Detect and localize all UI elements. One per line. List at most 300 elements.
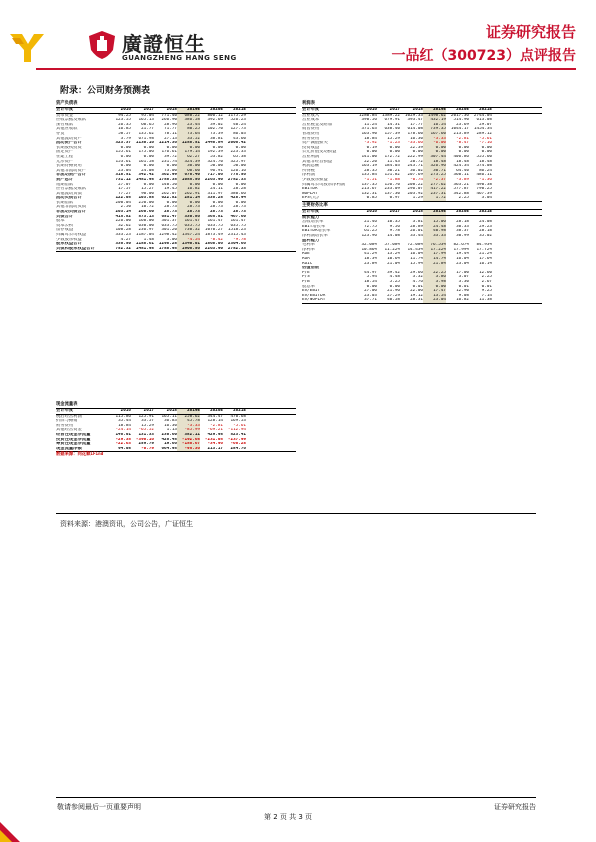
cell-value: 203.14 [115, 210, 131, 215]
cell-value: 28.73 [164, 210, 177, 215]
cell-value: 151.82 [384, 173, 400, 178]
cell-value: 311.97 [207, 191, 223, 196]
cell-value: 1498.62 [423, 114, 446, 119]
cell-value: 15.06 [423, 220, 446, 225]
year-header: 2020E [456, 210, 469, 214]
cell-value: 0.00 [412, 150, 423, 155]
year-header: 2017 [389, 210, 400, 214]
cell-value: 2315.43 [227, 233, 246, 238]
cell-value: -3.33 [177, 424, 200, 429]
cell-value: 1518.23 [227, 228, 246, 233]
cell-value: 86.03 [233, 131, 246, 136]
cell-value: 0.00 [235, 145, 246, 150]
cell-value: 1906.56 [177, 247, 200, 252]
cell-value: 330.86 [177, 215, 200, 220]
cell-value: 203.92 [407, 191, 423, 196]
cell-value: 39.02 [210, 122, 223, 127]
cell-value: 386.58 [177, 118, 200, 123]
cell-value: 0.00 [366, 150, 377, 155]
cell-value: 0.01 [458, 284, 469, 289]
cell-value: 13.2% [387, 252, 400, 257]
cell-value: -0.74 [410, 177, 423, 182]
cell-value: 380.66 [230, 191, 246, 196]
table-header-row [56, 107, 296, 114]
cell-value: 17.72% [476, 247, 492, 252]
cell-value: 638.40 [384, 127, 400, 132]
row-label: 少数股东权益 [56, 237, 82, 242]
row-label: 财务费用 [56, 423, 74, 428]
cell-value: 24.11 [210, 187, 223, 192]
cell-value: 16.54 [423, 123, 446, 128]
cell-value: 3.32 [412, 275, 423, 280]
cell-value: 1175.29 [227, 113, 246, 118]
cell-value: 680.22 [177, 114, 200, 119]
cell-value: -186.67 [177, 442, 200, 447]
row-label: 税后经营利润 [56, 414, 82, 419]
cell-value: 2.25 [481, 275, 492, 280]
cell-value: 0.19 [366, 145, 377, 150]
cell-value: 0.00 [212, 200, 223, 205]
cell-value: 0.00 [481, 145, 492, 150]
cell-value: 28.96 [164, 122, 177, 127]
cell-value: 71.77 [164, 127, 177, 132]
row-label: 投资性现金净流量 [56, 437, 91, 442]
row-label: 归属母公司股东净利润 [302, 182, 345, 187]
page-number: 第 2 页 共 3 页 [264, 813, 313, 821]
year-header: 2020E [210, 409, 223, 413]
cell-value: 32.08% [361, 243, 377, 248]
cell-value: 226.00 [115, 219, 131, 224]
cell-value: 179.14 [177, 150, 200, 155]
cell-value: 277.62 [423, 183, 446, 188]
cell-value: 1389.22 [381, 113, 400, 118]
cell-value: 18.84 [364, 136, 377, 141]
cell-value: 35.02 [479, 233, 492, 238]
cell-value: 22.20 [364, 159, 377, 164]
cell-value: 43.60 [233, 136, 246, 141]
cell-value: 141.00 [361, 154, 377, 159]
header-divider [36, 68, 576, 70]
cell-value: 426.45 [161, 437, 177, 442]
cell-value: 2782.33 [227, 246, 246, 251]
cell-value: 1340.01 [177, 242, 200, 247]
cell-value: 19.4% [456, 252, 469, 257]
cell-value: 86.24 [479, 168, 492, 173]
row-label: 所得税 [302, 168, 315, 173]
cell-value: 0.85 [366, 196, 377, 201]
cell-value: 23.0% [456, 261, 469, 266]
row-label: 资产总计 [56, 177, 74, 182]
row-label: 营业成本 [302, 118, 320, 123]
cell-value: 27.29 [387, 293, 400, 298]
cell-value: 19.66 [164, 442, 177, 447]
row-label: 净利率 [302, 247, 315, 252]
cell-value: 28.18 [479, 229, 492, 234]
year-header: 2016 [120, 409, 131, 413]
cell-value: 0.00 [366, 284, 377, 289]
row-label: 货币资金 [56, 113, 74, 118]
cell-value: -4.54 [177, 238, 200, 243]
cell-value: 731.12 [115, 177, 131, 182]
cell-value: 2.25 [458, 196, 469, 201]
cell-value: 18.3% [364, 256, 377, 261]
row-label: 预付账款 [56, 122, 74, 127]
cell-value: 0.00 [423, 150, 446, 155]
year-header: 2016 [366, 108, 377, 112]
year-header: 2020E [210, 108, 223, 112]
year-header: 2018 [412, 108, 423, 112]
cell-value: 4.27 [120, 237, 131, 242]
cell-value: 1481.98 [135, 177, 154, 182]
year-header: 2018 [166, 108, 177, 112]
row-label: NOPLAT [302, 191, 318, 196]
cell-value: 0.00 [143, 154, 154, 159]
cell-value: 486.11 [476, 173, 492, 178]
cell-value: 1.29 [412, 196, 423, 201]
cell-value: 192.39 [207, 150, 223, 155]
cell-value: -95.36 [177, 447, 200, 452]
cell-value: 1.13 [166, 428, 177, 433]
cell-value: 223.33 [230, 150, 246, 155]
cell-value: -5.61 [233, 423, 246, 428]
cell-value: 50.00 [210, 164, 223, 169]
cell-value: 415.82 [115, 214, 131, 219]
cell-value: 213.17 [207, 446, 223, 451]
cell-value: 157.39 [384, 131, 400, 136]
cell-value: 432.19 [423, 118, 446, 123]
cell-value: 37.71 [364, 298, 377, 303]
cell-value: 123.96 [361, 233, 377, 238]
cell-value: 161.58 [138, 159, 154, 164]
cell-value: 633.75 [161, 223, 177, 228]
cell-value: 26.01 [410, 229, 423, 234]
cell-value: 514.90 [453, 118, 469, 123]
cell-value: 28.73 [164, 205, 177, 210]
source-divider [56, 513, 536, 514]
cell-value: 21.77 [141, 127, 154, 132]
cell-value: 73.00 [164, 168, 177, 173]
row-label: 股息率 [302, 284, 315, 289]
cell-value: 0.00 [423, 146, 446, 151]
cell-value: -69.21 [207, 428, 223, 433]
cell-value: 125.91 [138, 414, 154, 419]
row-label: 固定资产 [56, 150, 74, 155]
cell-value: -8.42 [210, 237, 223, 242]
cell-value: 28.73 [177, 205, 200, 210]
cell-value: 775.56 [230, 173, 246, 178]
cell-value: 1347.24 [177, 233, 200, 238]
cell-value: 16.82 [177, 187, 200, 192]
row-label: EV/EBIT [302, 289, 321, 294]
cell-value: 39.72 [164, 154, 177, 159]
row-label: P/E [302, 270, 310, 275]
cell-value: -2.37 [423, 178, 446, 183]
cell-value: 14.08 [387, 233, 400, 238]
cell-value: 1044.17 [450, 127, 469, 132]
cell-value: 213.67 [361, 187, 377, 192]
cell-value: 363.21 [453, 182, 469, 187]
cell-value: 12.60 [479, 270, 492, 275]
cell-value: 651.47 [161, 214, 177, 219]
cell-value: 28.28 [233, 187, 246, 192]
year-header: 2016 [366, 210, 377, 214]
cell-value: 77.27 [118, 191, 131, 196]
cell-value: 233.09 [384, 187, 400, 192]
cell-value: 17.99% [453, 247, 469, 252]
cell-value: 178.60 [407, 131, 423, 136]
cell-value: 45.78 [177, 419, 200, 424]
cell-value: 40.24 [233, 122, 246, 127]
cell-value: 16.82 [456, 298, 469, 303]
cell-value: 94.25 [118, 113, 131, 118]
brand-name-en: GUANGZHENG HANG SENG [122, 54, 237, 62]
cell-value: 633.75 [207, 223, 223, 228]
cell-value: 1454.34 [473, 127, 492, 132]
cell-value: 17.57 [118, 187, 131, 192]
cell-value: 18.84 [118, 423, 131, 428]
cell-value: 28.89 [410, 224, 423, 229]
cell-value: 1280.84 [358, 113, 377, 118]
cell-value: 11.24 [364, 122, 377, 127]
year-header: 2021E [233, 108, 246, 112]
cell-value: 0.00 [177, 146, 200, 151]
cell-value: 243.71 [407, 164, 423, 169]
row-label: 长期借款 [56, 200, 74, 205]
cell-value: 60.65 [141, 122, 154, 127]
cell-value: 33.44 [410, 233, 423, 238]
cell-value: -231.05 [204, 437, 223, 442]
footer-divider [56, 797, 536, 798]
cell-value: 11.22% [384, 247, 400, 252]
cell-value: 28.35 [364, 168, 377, 173]
cell-value: 17.47 [423, 289, 446, 294]
cell-value: 73.64 [177, 132, 200, 137]
cell-value: 371.63 [361, 127, 377, 132]
row-label: EPS(元) [302, 196, 320, 201]
cell-value: 0.01 [412, 284, 423, 289]
cell-value: 0.00 [120, 145, 131, 150]
cell-value: 28.31 [410, 298, 423, 303]
cell-value: 176.61 [161, 150, 177, 155]
cash-flow-table [56, 402, 296, 457]
cell-value: 630.00 [138, 223, 154, 228]
table-header-row [302, 107, 542, 114]
row-label: 应收票据及账款 [56, 118, 87, 123]
cell-value: 6.06 [120, 154, 131, 159]
cell-value: 790.25 [476, 187, 492, 192]
row-label: 净利润增长率 [302, 233, 328, 238]
brand-logo-icon [10, 30, 44, 64]
cell-value: 15.29 [141, 423, 154, 428]
cell-value: 1298.42 [158, 233, 177, 238]
cell-value: 21.46 [364, 220, 377, 225]
table-title: 资产负债表 [56, 101, 78, 106]
cell-value: 165.13 [138, 118, 154, 123]
cell-value: 3.07 [458, 275, 469, 280]
cell-value: 19.45 [164, 187, 177, 192]
cell-value: 467.60 [230, 214, 246, 219]
corner-decoration-icon [0, 816, 26, 842]
row-label: 长期股权投资 [56, 145, 82, 150]
cell-value: 390.56 [361, 118, 377, 123]
cell-value: 28.73 [233, 205, 246, 210]
cell-value: 262.07 [161, 191, 177, 196]
cell-value: 38.81 [210, 136, 223, 141]
cell-value: 29.23 [479, 224, 492, 229]
year-header: 2019E [423, 108, 446, 113]
cell-value: 21.8% [423, 262, 446, 267]
cell-value: 614.08 [407, 127, 423, 132]
cell-value: 0.00 [389, 145, 400, 150]
cell-value: 0.00 [177, 183, 200, 188]
table-end-rule [302, 303, 542, 304]
cell-value: 3.79 [120, 136, 131, 141]
cell-value: 284.76 [230, 446, 246, 451]
cell-value: 18.48 [479, 159, 492, 164]
cell-value: 222.99 [407, 154, 423, 159]
cell-value: -3.33 [423, 137, 446, 142]
row-label: 销售费用 [302, 127, 320, 132]
cell-value: 0.00 [212, 182, 223, 187]
cell-value: -29.35 [115, 437, 131, 442]
cell-value: 36.83 [164, 419, 177, 424]
cell-value: 1070.27 [204, 228, 223, 233]
table-end-rule [56, 251, 296, 252]
row-label: EV/NOPLAT [302, 298, 326, 303]
row-label: 非流动负债合计 [56, 210, 87, 215]
row-label: P/S [302, 275, 310, 280]
cell-value: 17.00 [456, 270, 469, 275]
cell-value: 236.97 [138, 228, 154, 233]
cell-value: 523.41 [230, 432, 246, 437]
cell-value: 82.67% [453, 243, 469, 248]
cell-value: 13.54 [423, 294, 446, 299]
cell-value: 17.77 [410, 122, 423, 127]
cell-value: 72.08% [407, 243, 423, 248]
cell-value: 39.42 [387, 270, 400, 275]
table-source-note: 数据来源：同花顺iFind [56, 452, 104, 458]
cell-value: 33.33 [423, 234, 446, 239]
cell-value: 526.23 [230, 118, 246, 123]
cell-value: -66.28 [230, 442, 246, 447]
cell-value: 1.72 [423, 196, 446, 201]
cell-value: 28.73 [233, 210, 246, 215]
cell-value: 360.11 [453, 173, 469, 178]
cell-value: 23.44 [177, 123, 200, 128]
cell-value: 18.54 [364, 279, 377, 284]
cell-value: 132.31 [361, 191, 377, 196]
cell-value: 169.53 [230, 419, 246, 424]
cell-value: 752.32 [115, 246, 131, 251]
financial-ratios-table [302, 203, 542, 304]
cell-value: 16.0% [456, 256, 469, 261]
row-label: 投资收益 [302, 145, 320, 150]
cell-value: 126.16 [230, 168, 246, 173]
cell-value: 4.48 [389, 275, 400, 280]
cell-value: 26.35 [118, 122, 131, 127]
cell-value: 10.86% [361, 247, 377, 252]
cell-value: 3.98 [423, 280, 446, 285]
cell-value: 2006.42 [227, 141, 246, 146]
cell-value: 0.00 [166, 200, 177, 205]
cell-value: 30.00 [177, 164, 200, 169]
row-label: 营业收入 [302, 113, 320, 118]
cell-value: 38.37 [456, 229, 469, 234]
cell-value: 365.81 [207, 214, 223, 219]
year-header: 2021E [479, 108, 492, 112]
cell-value: 0.00 [423, 285, 446, 290]
cell-value: 21.96 [387, 289, 400, 294]
cell-value: 135.84 [361, 173, 377, 178]
cell-value: 336.28 [207, 196, 223, 201]
cell-value: 730.32 [177, 228, 200, 233]
cell-value: 175.06 [138, 150, 154, 155]
row-label: 无形资产 [56, 159, 74, 164]
cell-value: 115.86 [115, 414, 131, 419]
cell-value: 230.60 [161, 432, 177, 437]
cell-value: 156.70 [384, 182, 400, 187]
cell-value: 53.82 [210, 154, 223, 159]
cell-value: 23.8% [364, 261, 377, 266]
row-label: 负债合计 [56, 214, 74, 219]
row-label: 毛利率 [302, 243, 315, 248]
cell-value: 3.30 [458, 279, 469, 284]
cell-value: 1288.51 [177, 141, 200, 146]
cell-value: 10.6% [387, 256, 400, 261]
cell-value: 84.93% [476, 243, 492, 248]
cell-value: 1448.84 [204, 141, 223, 146]
cell-value: 382.11 [177, 433, 200, 438]
row-label: EBITDA增长率 [302, 229, 331, 234]
year-header: 2018 [412, 210, 423, 214]
row-label: 存货 [56, 131, 65, 136]
cell-value: 9.08 [458, 293, 469, 298]
cell-value: -6.00 [423, 141, 446, 146]
row-label: 资本公积 [56, 223, 74, 228]
cell-value: 24.48 [423, 225, 446, 230]
cell-value: 15.27 [141, 187, 154, 192]
cell-value: -192.68 [177, 438, 200, 443]
row-label: 少数股东损益 [302, 177, 328, 182]
cell-value: 44.97 [364, 270, 377, 275]
cell-value: 17.22% [423, 248, 446, 253]
cell-value: 9.78 [389, 229, 400, 234]
row-label: 其他流动资产 [56, 136, 82, 141]
row-label: 股本 [56, 219, 65, 224]
cell-value: 2.50 [120, 205, 131, 210]
cell-value: -1.36 [479, 177, 492, 182]
cell-value: 0.00 [143, 182, 154, 187]
cell-value: -8.47 [456, 141, 469, 146]
cell-value: 362.99 [161, 173, 177, 178]
cell-value: 0.00 [177, 201, 200, 206]
cell-value: -7.16 [479, 141, 492, 146]
cell-value: 15.29 [387, 136, 400, 141]
cell-value: 207.69 [407, 173, 423, 178]
cell-value: 20.72 [410, 159, 423, 164]
cell-value: 429.98 [207, 432, 223, 437]
cell-value: 131.33 [138, 432, 154, 437]
cell-value: 2782.33 [227, 177, 246, 182]
cell-value: 40.58 [387, 298, 400, 303]
row-label: ROE [302, 252, 310, 257]
row-label: P/B [302, 279, 310, 284]
cell-value: 18.48 [456, 159, 469, 164]
cell-value: 1788.35 [158, 177, 177, 182]
cell-value: 28.73 [210, 205, 223, 210]
cell-value: 771.40 [161, 113, 177, 118]
cell-value: 96.91 [210, 168, 223, 173]
